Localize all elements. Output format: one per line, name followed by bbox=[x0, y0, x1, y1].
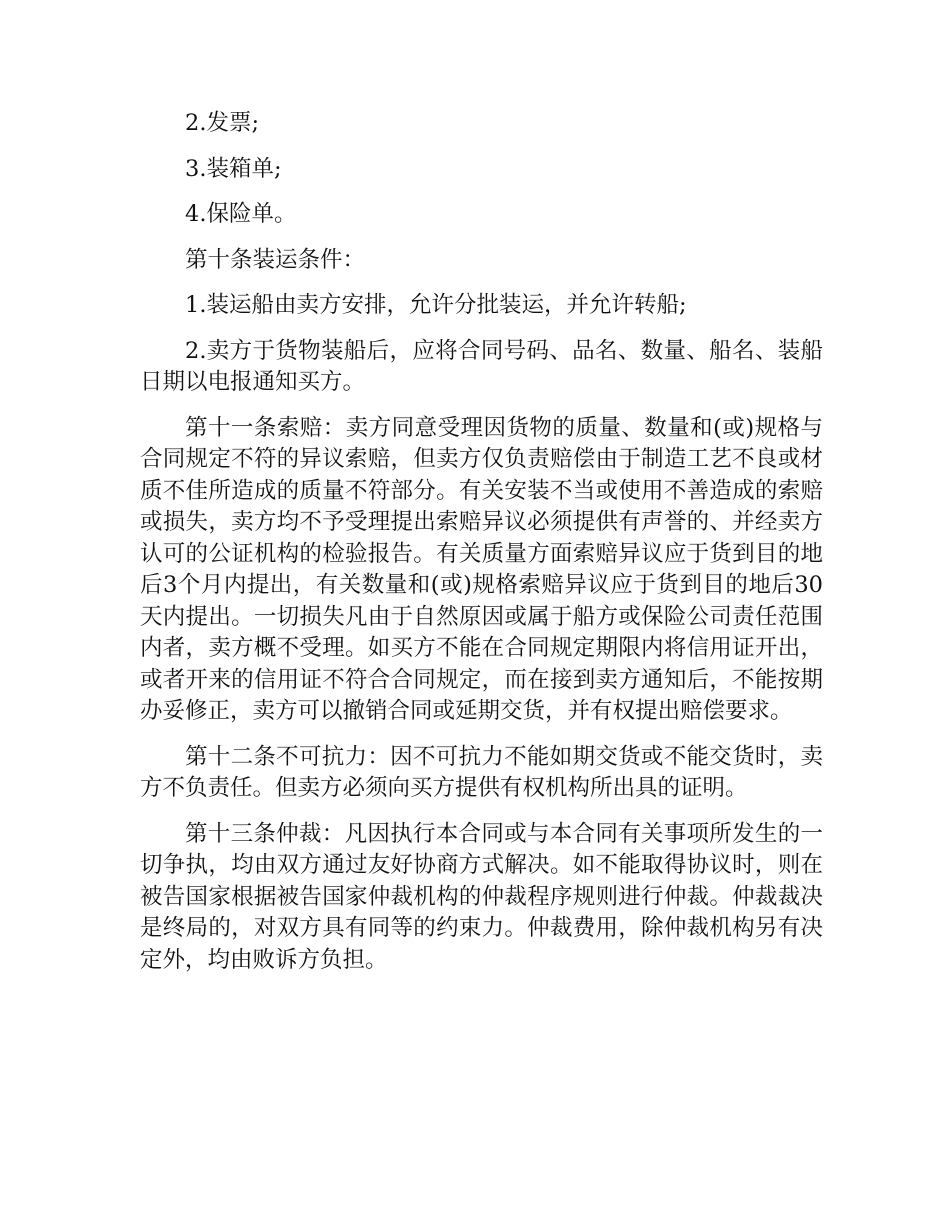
list-item-packing-list: 3.装箱单; bbox=[185, 155, 282, 182]
article-13-arbitration: 第十三条仲裁：凡因执行本合同或与本合同有关事项所发生的一切争执，均由双方通过友好协商方式解决。如不能取得协议时，则在被告国家根据被告国家仲裁机构的仲裁程序规则进行仲裁。仲裁裁决是终局的，对双方具有同等的约束力。仲裁费用，除仲裁机构另有决定外，均由败诉方负担。 bbox=[140, 820, 823, 973]
document-page bbox=[140, 108, 823, 990]
article-10-item-2: 2.卖方于货物装船后，应将合同号码、品名、数量、船名、装船日期以电报通知买方。 bbox=[140, 337, 823, 395]
list-item-insurance-policy: 4.保险单。 bbox=[185, 201, 297, 227]
list-item-invoice: 2.发票; bbox=[185, 110, 260, 136]
article-11-claims: 第十一条索赔：卖方同意受理因货物的质量、数量和(或)规格与合同规定不符的异议索赔，但卖方仅负责赔偿由于制造工艺不良或材质不佳所造成的质量不符部分。有关安装不当或使用不善造成的索赔或损失，卖方均不予受理提出索赔异议必须提供有声誉的、并经卖方认可的公证机构的检验报告。有关质量方面索赔异议应于货到目的地后3个月内提出，有关数量和(或)规格索赔异议应于货到目的地后30天内提出。一切损失凡由于自然原因或属于船方或保险公司责任范围内者，卖方概不受理。如买方不能在合同规定期限内将信用证开出，或者开来的信用证不符合合同规定，而在接到卖方通知后，不能按期办妥修正，卖方可以撤销合同或延期交货，并有权提出赔偿要求。 bbox=[140, 414, 823, 724]
article-10-item-1: 1.装运船由卖方安排，允许分批装运，并允许转船; bbox=[185, 292, 687, 318]
article-12-force-majeure: 第十二条不可抗力：因不可抗力不能如期交货或不能交货时，卖方不负责任。但卖方必须向买方提供有权机构所出具的证明。 bbox=[140, 743, 823, 801]
article-10-heading: 第十条装运条件： bbox=[185, 246, 366, 273]
